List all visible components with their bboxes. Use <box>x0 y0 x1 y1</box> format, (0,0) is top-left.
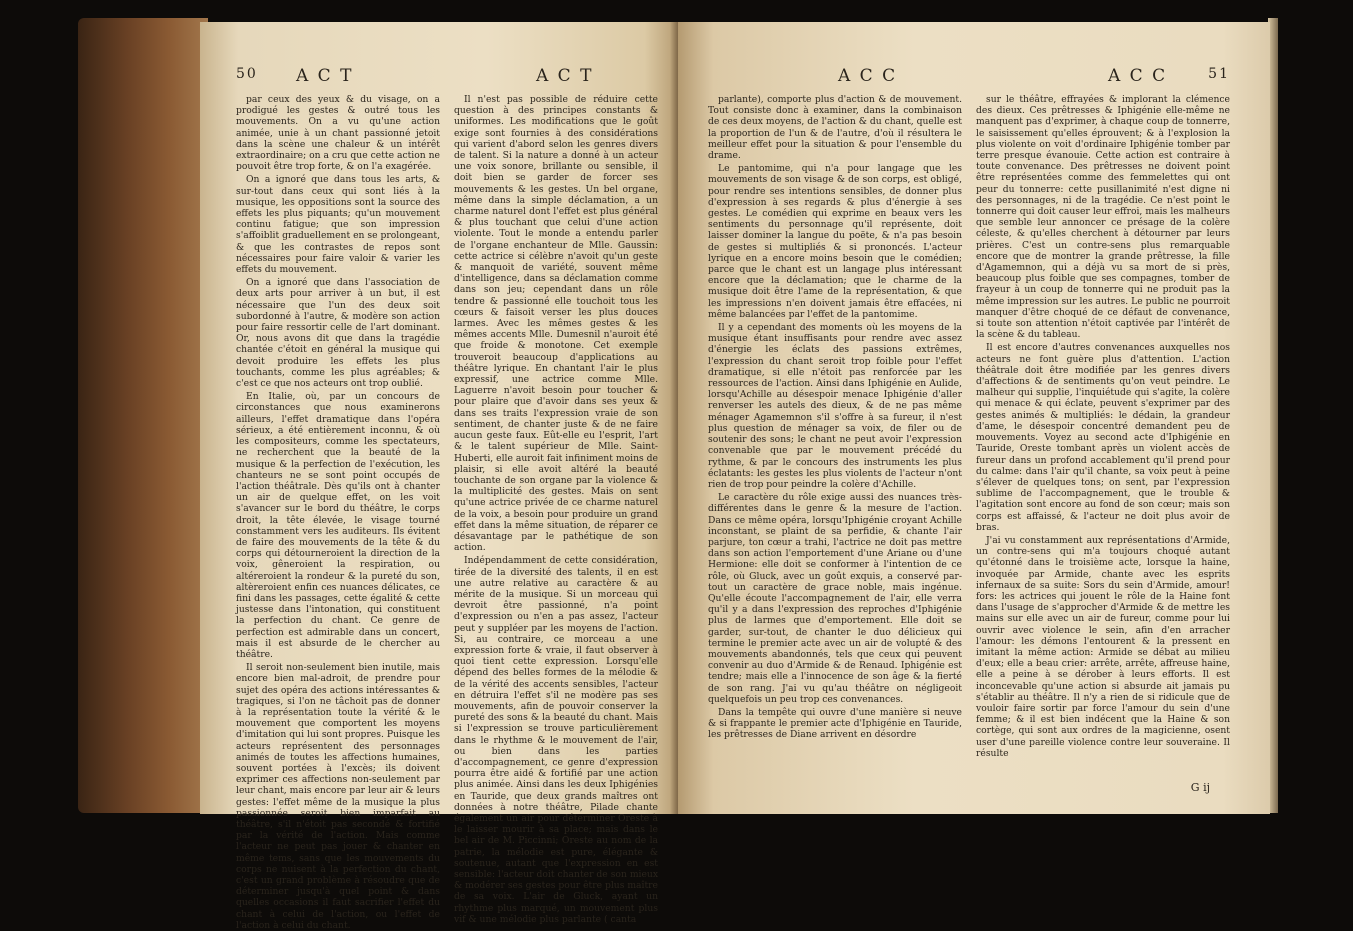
right-page-header <box>708 66 1230 88</box>
left-running-head-1: A C T <box>296 66 354 86</box>
right-page-number: 51 <box>1208 66 1230 82</box>
left-col1-paragraph: En Italie, où, par un concours de circonstances que nous examinerons ailleurs, l'effet dramatique dans l'opéra sérieux, a été entièrement inconnu, & où les compositeurs, comme les spectateurs, ne recherchent que la beauté de la musique & la perfection de l'exécution, les chanteurs ne se sont point occupés de l'action théâtrale. Dès qu'ils ont à chanter un air de quelque effet, on les voit s'avancer sur le bord du théâtre, le corps droit, la tête élevée, le visage tourné constamment vers les auditeurs. Ils évitent de faire des mouvements de la tête & du corps qui détourneroient la direction de la voix, gêneroient la respiration, ou altéreroient la rondeur & la pureté du son, altèreroient enfin ces nuances délicates, ce fini dans les passages, cette égalité & cette justesse dans l'intonation, qui constituent la perfection du chant. Ce genre de perfection est admirable dans un concert, mais il est absurde de le chercher au théâtre. <box>236 391 440 660</box>
left-col1-paragraph: On a ignoré que dans l'association de deux arts pour arriver à un but, il est nécessaire que l'un des deux soit subordonné à l'autre, & modère son action pour faire ressortir celle de l'art dominant. Or, nous avons dit que dans la tragédie chantée c'étoit en général la musique qui devoit produire les effets les plus touchants, comme les plus agréables; & c'est ce que nos acteurs ont trop oublié. <box>236 277 440 390</box>
right-col1-paragraph: Dans la tempête qui ouvre d'une manière si neuve & si frappante le premier acte d'Iphigénie en Tauride, les prêtresses de Diane arrivent en désordre <box>708 706 962 741</box>
left-page-number: 50 <box>236 66 258 82</box>
left-col2-paragraph: Indépendamment de cette considération, tirée de la diversité des talents, il en est une autre relative au caractère & au mérite de la musique. Si un morceau qui devroit être passionné, n'a point d'expression ou n'en a pas assez, l'acteur peut y suppléer par les moyens de l'action. Si, au contraire, ce morceau a une expression forte & vraie, il faut observer à quoi tient cette expression. Lorsqu'elle dépend des belles formes de la mélodie & de la vérité des accents sensibles, l'acteur en détruira l'effet s'il ne modère pas ses mouvements, afin de pouvoir conserver la pureté des sons & la beauté du chant. Mais si l'expression se trouve particulièrement dans le rhythme & le mouvement de l'air, ou bien dans les parties d'accompagnement, ce genre d'expression pourra être aidé & fortifié par une action plus animée. Ainsi dans les deux Iphigénies en Tauride, que deux grands maîtres ont données à notre théâtre, Pilade chante également un air pour déterminer Oreste à le laisser mourir à sa place; mais dans le bel air de M. Piccinni; Oreste au nom de la patrie, la mélodie est pure, élégante & soutenue, autant que l'expression en est sensible: l'acteur doit chanter de son mieux & modérer ses gestes pour être plus maître de sa voix. L'air de Gluck, ayant un rhythme plus marqué, un mouvement plus vif & une mélodie plus parlante ( canta <box>454 555 658 925</box>
left-col2-paragraph: Il n'est pas possible de réduire cette question à des principes constants & uniformes. Les modifications que le goût exige sont fournies à des considérations qui varient d'abord selon les genres divers de talent. Si la nature a donné à un acteur une voix sonore, brillante ou sensible, il doit bien se garder de forcer ses mouvements & les gestes. Un bel organe, même dans la simple déclamation, a un charme naturel dont l'effet est plus général & plus touchant que celui d'une action violente. Tout le monde a entendu parler de l'organe enchanteur de Mlle. Gaussin: cette actrice si célèbre n'avoit qu'un geste & manquoit de variété, souvent même d'intelligence, dans sa déclamation comme dans son jeu; cependant dans un rôle tendre & passionné elle touchoit tous les cœurs & faisoit verser les plus douces larmes. Avec les mêmes gestes & les mêmes accents Mlle. Dumesnil n'auroit été que froide & monotone. Cet exemple trouveroit beaucoup d'applications au théâtre lyrique. En chantant l'air le plus expressif, une actrice comme Mlle. Laguerre n'avoit besoin pour toucher & pour plaire que d'avoir dans ses yeux & dans ses traits l'expression vraie de son sentiment, de chanter juste & de ne faire aucun geste faux. Eût-elle eu l'esprit, l'art & le talent supérieur de Mlle. Saint-Huberti, elle auroit fait infiniment moins de plaisir, si elle avoit altéré la beauté touchante de son organe par la violence & la multiplicité des gestes. Mais on sent qu'une actrice privée de ce charme naturel de la voix, a besoin pour produire un grand effet dans la même situation, de réparer ce désavantage par le pathétique de son action. <box>454 94 658 554</box>
left-page-header <box>236 66 658 88</box>
signature-mark: G ij <box>1190 781 1210 794</box>
left-column-2 <box>454 94 658 925</box>
right-col1-paragraph: Le pantomime, qui n'a pour langage que les mouvements de son visage & de son corps, est obligé, pour rendre ses intentions sensibles, de donner plus d'expression à ses regards & plus d'énergie à ses gestes. Le comédien qui exprime en beaux vers les sentiments du personnage qu'il représente, doit laisser dominer la langue du poëte, & n'a pas besoin de gestes si multipliés & si prononcés. L'acteur lyrique en a encore moins besoin que le comédien; parce que le chant est un langage plus intéressant encore que la déclamation; que le charme de la musique doit être l'ame de la représentation, & que les impressions n'en doivent jamais être effacées, ni même balancées par l'effet de la pantomime. <box>708 163 962 320</box>
right-column-1 <box>708 94 962 794</box>
right-col2-paragraph: sur le théâtre, effrayées & implorant la clémence des dieux. Ces prêtresses & Iphigénie elle-même ne manquent pas d'exprimer, à chaque coup de tonnerre, le saisissement qu'elles éprouvent; & à l'explosion la plus violente on voit d'ordinaire Iphigénie tomber par terre presque évanouie. Cette action est contraire à toute convenance. Des prêtresses ne doivent point être représentées comme des femmelettes qui ont peur du tonnerre: cette pusillanimité n'est digne ni des personnages, ni de la tragédie. Ce n'est point le tonnerre qui doit causer leur effroi, mais les malheurs que semble leur annoncer ce présage de la colère céleste, & qu'elles cherchent à détourner par leurs prières. C'est un contre-sens plus remarquable encore que de montrer la grande prêtresse, la fille d'Agamemnon, qui a déjà vu sa mort de si près, beaucoup plus foible que ses compagnes, tomber de frayeur à un coup de tonnerre qui ne produit pas la même impression sur les autres. Le public ne pourroit manquer d'être choqué de ce défaut de convenance, si toute son attention n'étoit captivée par l'intérêt de la scène & du tableau. <box>976 94 1230 341</box>
right-page <box>678 22 1270 814</box>
right-col1-paragraph: Il y a cependant des moments où les moyens de la musique étant insuffisants pour rendre avec assez d'énergie les éclats des passions extrêmes, l'expression du chant seroit trop foible pour l'effet dramatique, si elle n'étoit pas renforcée par les ressources de l'action. Ainsi dans Iphigénie en Aulide, lorsqu'Achille au désespoir menace Iphigénie d'aller renverser les autels des dieux, & de ne pas même ménager Agamemnon s'il s'offre à sa fureur, il n'est plus question de ménager sa voix, de filer ou de soutenir des sons; le chant ne peut avoir l'expression convenable que par le mouvement précédé du rythme, & par le concours des instruments les plus éclatants: les gestes les plus violents de l'acteur n'ont rien de trop pour peindre la colère d'Achille. <box>708 322 962 490</box>
right-running-head-1: A C C <box>838 66 898 86</box>
right-col1-paragraph: parlante), comporte plus d'action & de mouvement. Tout consiste donc à examiner, dans la combinaison de ces deux moyens, de l'action & du chant, quelle est la proportion de l'un & de l'autre, d'où il résultera le meilleur effet pour la situation & pour l'ensemble du drame. <box>708 94 962 162</box>
book-fore-edge-left <box>78 18 208 813</box>
left-column-1 <box>236 94 440 931</box>
right-running-head-2: A C C <box>1108 66 1168 86</box>
left-page <box>200 22 678 931</box>
right-col1-paragraph: Le caractère du rôle exige aussi des nuances très-différentes dans le genre & la mesure de l'action. Dans ce même opéra, lorsqu'Iphigénie croyant Achille inconstant, se plaint de sa perfidie, & chante l'air parjure, ton cœur a trahi, l'actrice ne doit pas mettre dans son action l'emportement d'une Ariane ou d'une Hermione: elle doit se conformer à l'intention de ce rôle, où Gluck, avec un goût exquis, a conservé par-tout un caractère de grace noble, mais ingénue. Qu'elle écoute l'accompagnement de l'air, elle verra qu'il y a dans l'expression des reproches d'Iphigénie plus de larmes que d'emportement. Elle doit se garder, sur-tout, de chanter le duo délicieux qui termine le premier acte avec un air de volupté & des mouvements abandonnés, tels que ceux qui peuvent convenir au duo d'Armide & de Renaud. Iphigénie est tendre; mais elle a l'innocence de son âge & la fierté de son rang. J'ai vu qu'au théâtre on négligeoit quelquefois un peu trop ces convenances. <box>708 492 962 705</box>
left-col1-paragraph: Il seroit non-seulement bien inutile, mais encore bien mal-adroit, de prendre pour sujet des opéra des actions intéressantes & tragiques, si l'on ne tâchoit pas de donner à la représentation toute la vérité & le mouvement que comportent les moyens d'imitation qui lui sont propres. Puisque les acteurs représentent des personnages animés de toutes les affections humaines, souvent portées à l'excès; ils doivent exprimer ces affections non-seulement par leur chant, mais encore par leur air & leurs gestes: l'effet même de la musique la plus passionnée seroit bien imparfait au théâtre, s'il n'étoit pas secondé & fortifié par la vérité de l'action. Mais comme l'acteur ne peut pas jouer & chanter en même tems, sans que les mouvements du corps ne nuisent à la perfection du chant, c'est un grand problème à résoudre que de déterminer jusqu'à quel point & dans quelles occasions il faut sacrifier l'effet du chant à celui de l'action, ou l'effet de l'action à celui du chant. <box>236 662 440 931</box>
left-running-head-2: A C T <box>536 66 594 86</box>
right-column-2 <box>976 94 1230 794</box>
left-col1-paragraph: par ceux des yeux & du visage, on a prodigué les gestes & outré tous les mouvements. On a vu qu'une action animée, unie à un chant passionné jetoit dans la scène une chaleur & un intérêt extraordinaire; on a cru que cette action ne pouvoit être trop forte, & on l'a exagérée. <box>236 94 440 173</box>
right-col2-paragraph: Il est encore d'autres convenances auxquelles nos acteurs ne font guère plus d'attention. L'action théâtrale doit être modifiée par les genres divers d'affections & de sentiments qu'on veut peindre. Le malheur qui supplie, l'inquiétude qui s'agite, la colère qui menace & qui éclate, peuvent s'exprimer par des gestes animés & multipliés: le dédain, la grandeur d'ame, le désespoir concentré demandent peu de mouvements. Voyez au second acte d'Iphigénie en Tauride, Oreste tombant après un violent accès de fureur dans un profond accablement qu'il prend pour du calme: dans l'air qu'il chante, sa voix peut à peine s'élever de quelques tons; on sent, par l'expression sublime de l'accompagnement, que le trouble & l'agitation sont encore au fond de son cœur; mais son corps est affaissé, & l'acteur ne doit plus avoir de bras. <box>976 342 1230 533</box>
right-col2-paragraph: J'ai vu constamment aux représentations d'Armide, un contre-sens qui m'a toujours choqué autant qu'étonné dans le troisième acte, lorsque la haine, invoquée par Armide, chante avec les esprits infernaux de sa suite: Sors du sein d'Armide, amour! fors: les actrices qui jouent le rôle de la Haine font dans l'usage de s'approcher d'Armide & de mettre les mains sur elle avec un air de fureur, comme pour lui ouvrir avec violence le sein, afin d'en arracher l'amour: les démons l'entourent & la pressent en imitant la même action: Armide se débat au milieu d'eux; elle a beau crier: arrête, arrête, affreuse haine, elle a peine à se dérober à leurs efforts. Il est inconcevable qu'une action si absurde ait jamais pu s'établir au théâtre. Il n'y a rien de si ridicule que de vouloir faire sortir par force l'amour du sein d'une femme; & il est bien indécent que la Haine & son cortège, qui sont aux ordres de la magicienne, osent user d'une pareille violence contre leur souveraine. Il résulte <box>976 534 1230 759</box>
left-col1-paragraph: On a ignoré que dans tous les arts, & sur-tout dans ceux qui sont liés à la musique, les oppositions sont la source des effets les plus piquants; qu'un mouvement continu fatigue; que son impression s'affoiblit graduellement en se prolongeant, & que les contrastes de repos sont nécessaires pour faire valoir & varier les effets du mouvement. <box>236 174 440 276</box>
